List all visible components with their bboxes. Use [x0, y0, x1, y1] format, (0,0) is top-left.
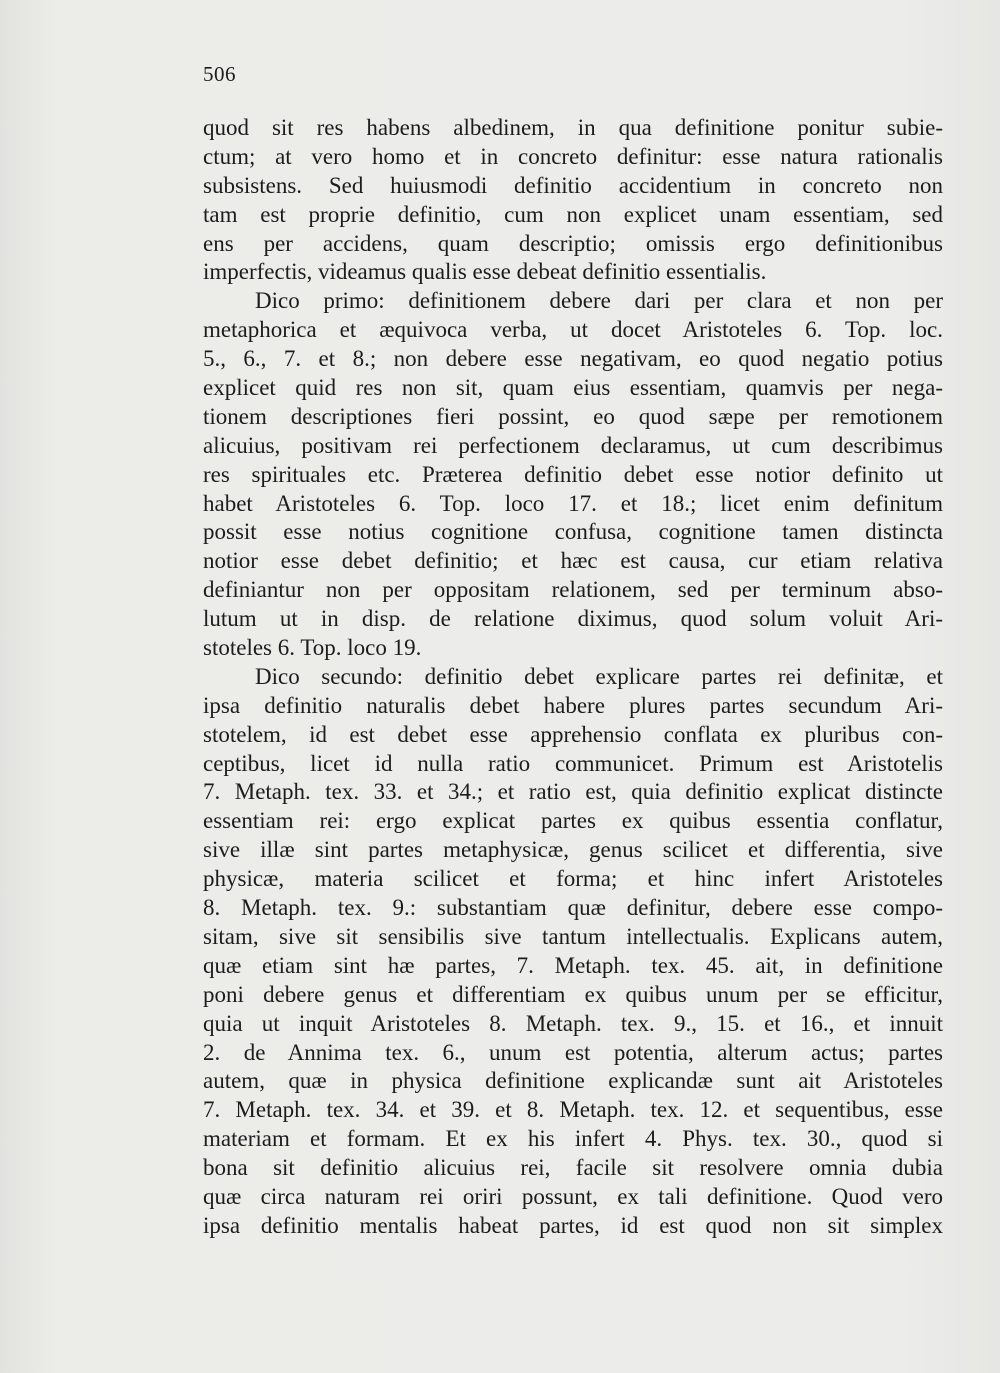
text-line: physicæ, materia scilicet et forma; et hinc infert Aristoteles: [203, 866, 943, 892]
text-line: bona sit definitio alicuius rei, facile sit resolvere omnia dubia: [203, 1155, 943, 1181]
text-line: essentiam rei: ergo explicat partes ex quibus essentia conflatur,: [203, 808, 943, 834]
text-line: notior esse debet definitio; et hæc est causa, cur etiam relativa: [203, 548, 943, 574]
text-line: explicet quid res non sit, quam eius essentiam, quamvis per nega-: [203, 375, 943, 401]
text-line: materiam et formam. Et ex his infert 4. Phys. tex. 30., quod si: [203, 1126, 943, 1152]
text-line: res spirituales etc. Præterea definitio debet esse notior definito ut: [203, 461, 943, 487]
text-line: stotelem, id est debet esse apprehensio conflata ex pluribus con-: [203, 721, 943, 747]
text-line: imperfectis, videamus qualis esse debeat definitio essentialis.: [203, 259, 767, 285]
text-line: quia ut inquit Aristoteles 8. Metaph. tex. 9., 15. et 16., et innuit: [203, 1010, 943, 1036]
paragraph-start-line: Dico primo: definitionem debere dari per clara et non per: [255, 288, 943, 314]
text-line: lutum ut in disp. de relatione diximus, quod solum voluit Ari-: [203, 606, 943, 632]
text-line: possit esse notius cognitione confusa, cognitione tamen distincta: [203, 519, 943, 545]
text-line: tam est proprie definitio, cum non explicet unam essentiam, sed: [203, 201, 943, 227]
text-line: ipsa definitio naturalis debet habere plures partes secundum Ari-: [203, 692, 943, 718]
page-number: 506: [203, 62, 236, 86]
text-line: ens per accidens, quam descriptio; omissis ergo definitionibus: [203, 230, 943, 256]
text-line: habet Aristoteles 6. Top. loco 17. et 18.; licet enim definitum: [203, 490, 943, 516]
paragraph-start-line: Dico secundo: definitio debet explicare partes rei definitæ, et: [255, 663, 943, 689]
text-line: 2. de Annima tex. 6., unum est potentia, alterum actus; partes: [203, 1039, 943, 1065]
text-line: ctum; at vero homo et in concreto definitur: esse natura rationalis: [203, 143, 943, 169]
text-line: 7. Metaph. tex. 34. et 39. et 8. Metaph. tex. 12. et sequentibus, esse: [203, 1097, 943, 1123]
body-text: [203, 114, 943, 1241]
text-line: stoteles 6. Top. loco 19.: [203, 635, 422, 661]
text-line: 7. Metaph. tex. 33. et 34.; et ratio est, quia definitio explicat distincte: [203, 779, 943, 805]
text-line: 5., 6., 7. et 8.; non debere esse negativam, eo quod negatio potius: [203, 346, 943, 372]
text-line: quæ circa naturam rei oriri possunt, ex tali definitione. Quod vero: [203, 1183, 943, 1209]
text-line: definiantur non per oppositam relationem, sed per terminum abso-: [203, 577, 943, 603]
text-line: subsistens. Sed huiusmodi definitio accidentium in concreto non: [203, 172, 943, 198]
text-line: sitam, sive sit sensibilis sive tantum intellectualis. Explicans autem,: [203, 923, 943, 949]
text-line: quod sit res habens albedinem, in qua definitione ponitur subie-: [203, 115, 943, 140]
text-line: alicuius, positivam rei perfectionem declaramus, ut cum describimus: [203, 432, 943, 458]
text-line: tionem descriptiones fieri possint, eo quod sæpe per remotionem: [203, 403, 943, 429]
text-line: 8. Metaph. tex. 9.: substantiam quæ definitur, debere esse compo-: [203, 895, 943, 921]
text-line: metaphorica et æquivoca verba, ut docet Aristoteles 6. Top. loc.: [203, 317, 943, 343]
text-line: autem, quæ in physica definitione explicandæ sunt ait Aristoteles: [203, 1068, 943, 1094]
text-line: quæ etiam sint hæ partes, 7. Metaph. tex. 45. ait, in definitione: [203, 952, 943, 978]
text-line: poni debere genus et differentiam ex quibus unum per se efficitur,: [203, 981, 943, 1007]
text-line: ipsa definitio mentalis habeat partes, id est quod non sit simplex: [203, 1212, 943, 1238]
text-line: ceptibus, licet id nulla ratio communicet. Primum est Aristotelis: [203, 750, 943, 776]
text-line: sive illæ sint partes metaphysicæ, genus scilicet et differentia, sive: [203, 837, 943, 863]
